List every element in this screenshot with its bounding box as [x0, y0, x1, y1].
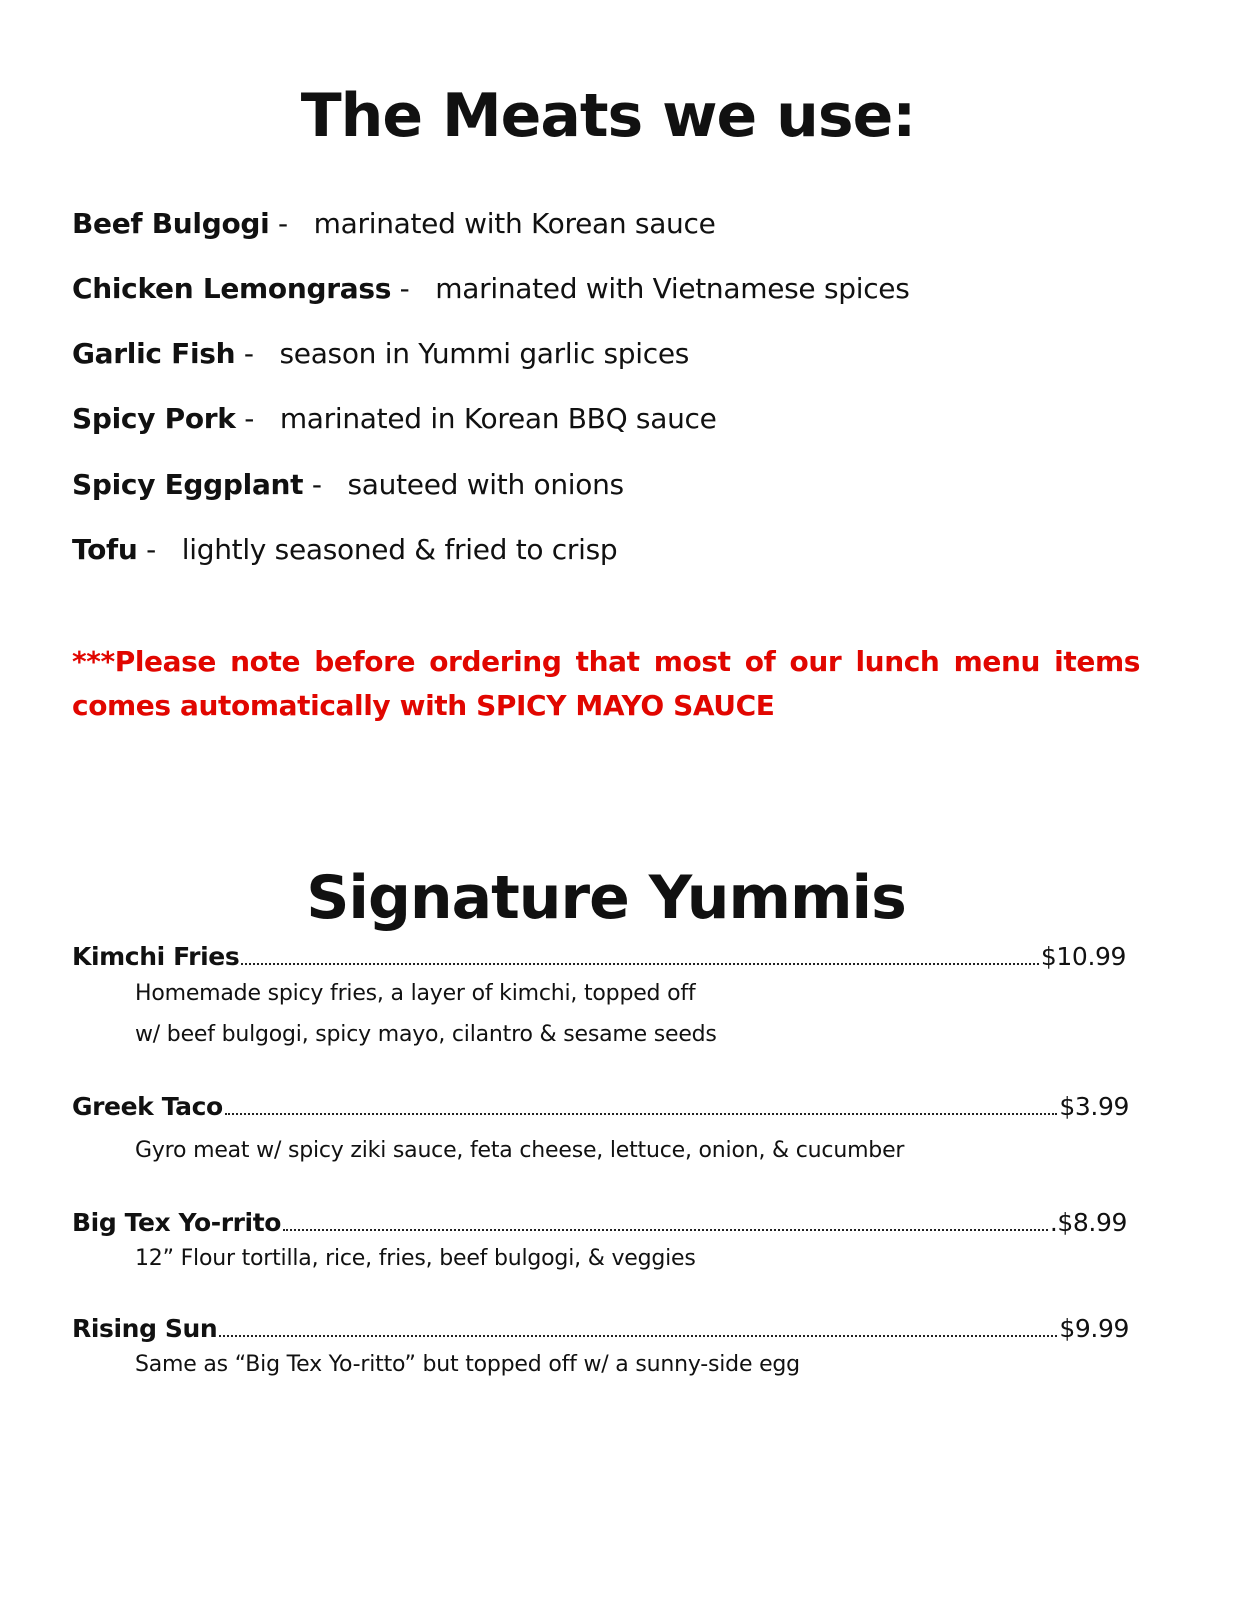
- meat-separator: -: [269, 207, 314, 240]
- menu-item-kimchi-fries: [72, 942, 1126, 972]
- dot-leader: [283, 1229, 1048, 1231]
- menu-item-price: $10.99: [1040, 942, 1126, 971]
- spicy-mayo-note: ***Please note before ordering that most of our lunch menu items comes automatically with SPICY MAYO SAUCE: [72, 645, 1140, 722]
- menu-item-description: Same as “Big Tex Yo-ritto” but topped off w/ a sunny-side egg: [135, 1352, 800, 1377]
- meat-name: Tofu: [72, 533, 138, 566]
- meat-separator: -: [303, 468, 348, 501]
- menu-item-price: .$8.99: [1049, 1208, 1127, 1237]
- menu-item-rising-sun: [72, 1314, 1129, 1344]
- signature-section-title: Signature Yummis: [306, 863, 906, 933]
- meat-description: marinated with Korean sauce: [313, 207, 716, 240]
- menu-item-name: Big Tex Yo-rrito: [72, 1208, 282, 1237]
- menu-item-description: Homemade spicy fries, a layer of kimchi, topped off: [135, 981, 696, 1006]
- meat-description: marinated in Korean BBQ sauce: [279, 402, 717, 435]
- meat-item-spicy-pork: [72, 401, 717, 437]
- meat-name: Chicken Lemongrass: [72, 272, 392, 305]
- meat-name: Beef Bulgogi: [72, 207, 270, 240]
- meat-separator: -: [235, 337, 280, 370]
- menu-item-price: $3.99: [1059, 1092, 1129, 1121]
- meat-item-spicy-eggplant: [72, 467, 624, 503]
- meat-description: sauteed with onions: [347, 468, 624, 501]
- meat-item-chicken-lemongrass: [72, 271, 910, 307]
- dot-leader: [219, 1335, 1057, 1337]
- meat-name: Garlic Fish: [72, 337, 236, 370]
- meat-description: season in Yummi garlic spices: [279, 337, 690, 370]
- meat-item-garlic-fish: [72, 336, 689, 372]
- menu-item-description: w/ beef bulgogi, spicy mayo, cilantro & sesame seeds: [135, 1022, 717, 1047]
- meat-separator: -: [137, 533, 182, 566]
- meat-name: Spicy Eggplant: [72, 468, 304, 501]
- menu-item-name: Rising Sun: [72, 1314, 218, 1343]
- menu-item-price: $9.99: [1059, 1314, 1129, 1343]
- menu-item-big-tex-yo-rrito: [72, 1208, 1127, 1238]
- menu-item-name: Greek Taco: [72, 1092, 223, 1121]
- menu-item-name: Kimchi Fries: [72, 942, 240, 971]
- meat-description: marinated with Vietnamese spices: [435, 272, 910, 305]
- menu-item-description: 12” Flour tortilla, rice, fries, beef bulgogi, & veggies: [135, 1246, 696, 1271]
- meats-section-title: The Meats we use:: [300, 81, 916, 151]
- meat-description: lightly seasoned & fried to crisp: [181, 533, 618, 566]
- menu-item-description: Gyro meat w/ spicy ziki sauce, feta cheese, lettuce, onion, & cucumber: [135, 1138, 905, 1163]
- meat-item-beef-bulgogi: [72, 206, 716, 242]
- meat-separator: -: [391, 272, 436, 305]
- meat-separator: -: [235, 402, 280, 435]
- menu-item-greek-taco: [72, 1092, 1129, 1122]
- dot-leader: [241, 963, 1039, 965]
- meat-name: Spicy Pork: [72, 402, 236, 435]
- meat-item-tofu: [72, 532, 617, 568]
- dot-leader: [225, 1113, 1058, 1115]
